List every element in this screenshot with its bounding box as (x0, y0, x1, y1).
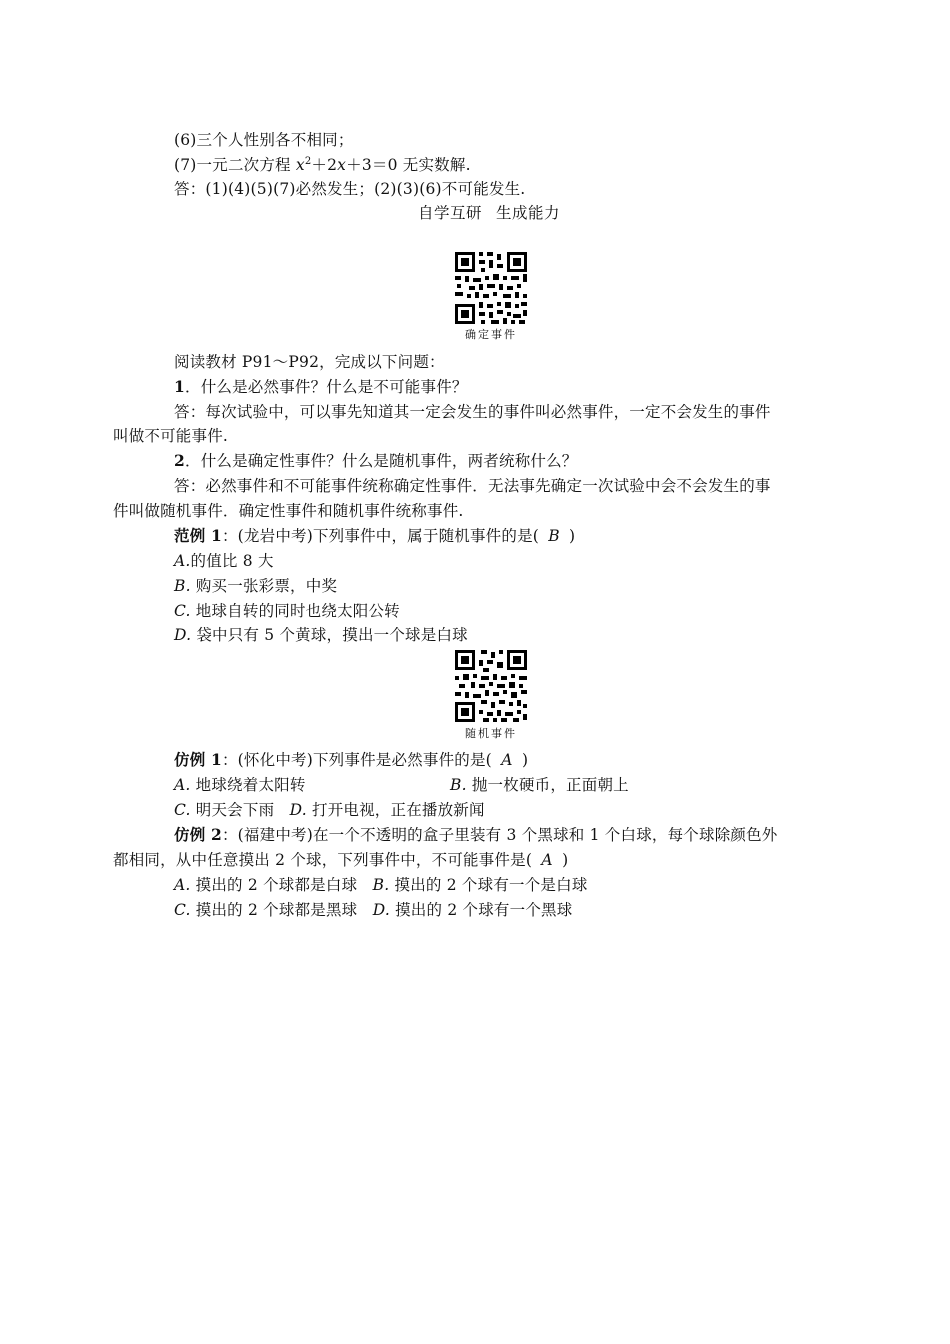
imitation-1-stem (174, 750, 528, 770)
answer-2-line-2: 件叫做随机事件．确定性事件和随机事件统称事件. (113, 502, 464, 520)
example-1-close: ) (569, 527, 576, 545)
option-text: 地球自转的同时也绕太阳公转 (190, 602, 400, 620)
option-text: 摸出的 2 个球都是白球 (190, 876, 358, 894)
option-text: 摸出的 2 个球有一个黑球 (389, 901, 573, 919)
qr-caption-certain-events: 确定事件 (465, 328, 517, 341)
imitation-2-answer: A (541, 851, 553, 869)
option-text: 摸出的 2 个球都是黑球 (190, 901, 358, 919)
example-1-question: ：(龙岩中考)下列事件中，属于随机事件的是( (221, 527, 540, 545)
imitation-2-options-cd (174, 900, 572, 920)
option-text: 购买一张彩票，中奖 (190, 577, 338, 595)
example-1-option-b (174, 576, 337, 596)
item-7-prefix: (7)一元二次方程 (174, 156, 296, 174)
imitation-2-stem-line-2 (113, 850, 568, 870)
option-letter: A. (174, 776, 191, 794)
question-1 (174, 377, 468, 397)
option-text: 袋中只有 5 个黄球，摸出一个球是白球 (191, 626, 468, 644)
option-letter: B. (174, 577, 191, 595)
imitation-1-options-cd (174, 800, 485, 820)
item-7 (174, 155, 471, 175)
question-2-text: ．什么是确定性事件？什么是随机事件，两者统称什么？ (185, 452, 578, 470)
option-letter: A. (174, 552, 191, 570)
option-letter: C. (174, 801, 191, 819)
imitation-2-close: ) (562, 851, 569, 869)
qr-code-graphic (453, 250, 529, 326)
question-2-number: 2 (174, 451, 185, 470)
option-letter: D. (372, 901, 390, 919)
item-7-var-x2: x (337, 156, 347, 174)
option-letter: C. (174, 901, 191, 919)
option-letter: B. (450, 776, 467, 794)
section-heading-part2: 生成能力 (496, 204, 561, 222)
option-letter: A. (174, 876, 191, 894)
example-1-option-c (174, 601, 400, 621)
option-letter: C. (174, 602, 191, 620)
item-7-mid: ＋2 (311, 156, 338, 174)
option-text: 抛一枚硬币，正面朝上 (466, 776, 629, 794)
qr-code-image[interactable] (453, 648, 529, 724)
item-7-exponent: 2 (304, 155, 312, 167)
qr-code-image[interactable] (453, 250, 529, 326)
answer-1-line-2: 叫做不可能事件. (113, 427, 229, 445)
example-1-stem (174, 526, 575, 546)
section-heading-part1: 自学互研 (418, 204, 483, 222)
section-heading (418, 203, 560, 223)
question-2 (174, 451, 578, 471)
imitation-2-options-ab (174, 875, 588, 895)
option-text: 明天会下雨 (190, 801, 275, 819)
option-text: 的值比 8 大 (190, 552, 274, 570)
imitation-2-question-line-2: 都相同，从中任意摸出 2 个球，下列事件中，不可能事件是( (113, 851, 533, 869)
option-letter: D. (289, 801, 307, 819)
item-7-var-x: x (295, 156, 305, 174)
option-letter: D. (174, 626, 192, 644)
answer-2-line-1: 答：必然事件和不可能事件统称确定性事件．无法事先确定一次试验中会不会发生的事 (174, 477, 771, 495)
imitation-2-label: 仿例 2 (174, 825, 222, 844)
imitation-1-option-b (450, 775, 629, 795)
imitation-1-options-ab (174, 775, 874, 795)
option-text: 打开电视，正在播放新闻 (306, 801, 485, 819)
imitation-1-label: 仿例 1 (174, 750, 222, 769)
imitation-2-question-line-1: ：(福建中考)在一个不透明的盒子里装有 3 个黑球和 1 个白球，每个球除颜色外 (221, 826, 778, 844)
qr-code-graphic (453, 648, 529, 724)
imitation-2-stem-line-1 (174, 825, 778, 845)
item-6: (6)三个人性别各不相同； (174, 131, 354, 149)
imitation-1-answer: A (501, 751, 513, 769)
answer-1-line-1: 答：每次试验中，可以事先知道其一定会发生的事件叫必然事件，一定不会发生的事件 (174, 403, 771, 421)
option-text: 地球绕着太阳转 (190, 776, 306, 794)
example-1-answer: B (548, 527, 560, 545)
question-1-number: 1 (174, 377, 185, 396)
reading-intro: 阅读教材 P91～P92，完成以下问题： (174, 353, 445, 371)
example-1-option-a (174, 551, 274, 571)
example-1-option-d (174, 625, 468, 645)
question-1-text: ．什么是必然事件？什么是不可能事件？ (185, 378, 468, 396)
option-letter: B. (372, 876, 390, 894)
qr-caption-random-events: 随机事件 (465, 727, 517, 740)
imitation-1-close: ) (521, 751, 529, 769)
top-answer: 答：(1)(4)(5)(7)必然发生；(2)(3)(6)不可能发生. (174, 180, 526, 198)
item-7-suffix: ＋3＝0 无实数解. (346, 156, 471, 174)
imitation-1-question: ：(怀化中考)下列事件是必然事件的是( (221, 751, 492, 769)
example-1-label: 范例 1 (174, 526, 222, 545)
option-text: 摸出的 2 个球有一个是白球 (389, 876, 588, 894)
